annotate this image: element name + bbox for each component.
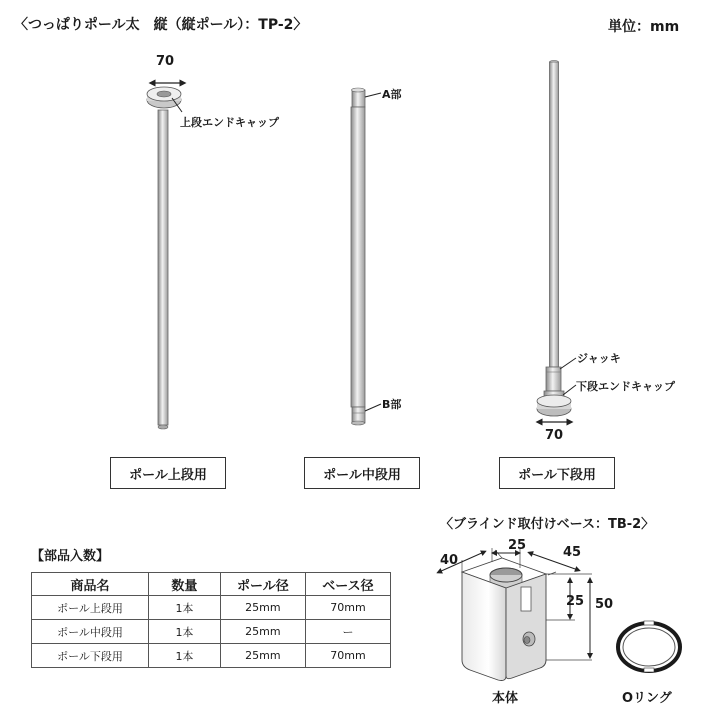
jack-label: ジャッキ — [577, 352, 621, 365]
middle-a-label: A部 — [382, 88, 402, 101]
lower-cap-label: 下段エンドキャップ — [576, 380, 675, 393]
upper-cap-label: 上段エンドキャップ — [180, 116, 279, 129]
base-body-drawing — [439, 548, 592, 681]
upper-pole — [147, 83, 183, 429]
base-dim-25-side: 25 — [566, 594, 585, 609]
base-dim-45: 45 — [563, 545, 582, 560]
middle-pole — [351, 88, 381, 425]
base-dim-50: 50 — [595, 597, 614, 612]
col-header: ベース径 — [305, 573, 390, 596]
cell: ポール中段用 — [32, 620, 149, 644]
o-ring-icon — [618, 621, 680, 672]
lower-width-label: 70 — [545, 428, 564, 443]
diagram-title: 〈つっぱりポール太 縦（縦ポール）：TP-2〉 — [14, 17, 308, 33]
cell: 70mm — [305, 644, 390, 668]
col-header: 数量 — [149, 573, 221, 596]
o-ring-label: Oリング — [622, 691, 672, 706]
base-dim-25-top: 25 — [508, 538, 527, 553]
base-dim-40: 40 — [440, 553, 459, 568]
middle-a-joint — [352, 90, 365, 107]
lower-pole-name: ポール下段用 — [499, 457, 615, 489]
unit-label: 単位：mm — [608, 19, 680, 35]
middle-pole-name: ポール中段用 — [304, 457, 420, 489]
upper-width-label: 70 — [156, 54, 175, 69]
cell: 70mm — [305, 596, 390, 620]
cell: 25mm — [220, 620, 305, 644]
upper-pole-name: ポール上段用 — [110, 457, 226, 489]
col-header: 商品名 — [32, 573, 149, 596]
lower-rod — [550, 62, 559, 367]
base-body-label: 本体 — [492, 691, 519, 706]
col-header: ポール径 — [220, 573, 305, 596]
upper-rod — [158, 110, 168, 425]
cell: ポール上段用 — [32, 596, 149, 620]
table-row — [32, 596, 391, 620]
base-title: 〈ブラインド取付けベース：TB-2〉 — [440, 517, 655, 532]
middle-b-label: B部 — [382, 398, 402, 411]
cell: 1本 — [149, 596, 221, 620]
middle-rod — [351, 107, 365, 407]
cell: ー — [305, 620, 390, 644]
table-row — [32, 644, 391, 668]
cell: 25mm — [220, 596, 305, 620]
lower-pole — [537, 60, 576, 422]
cell: 1本 — [149, 620, 221, 644]
table-row — [32, 620, 391, 644]
cell: 25mm — [220, 644, 305, 668]
parts-table — [31, 572, 391, 668]
middle-b-joint — [352, 407, 365, 423]
cell: ポール下段用 — [32, 644, 149, 668]
cell: 1本 — [149, 644, 221, 668]
jack-icon — [546, 367, 561, 391]
parts-table-title: 【部品入数】 — [31, 549, 110, 564]
table-header-row — [32, 573, 391, 596]
